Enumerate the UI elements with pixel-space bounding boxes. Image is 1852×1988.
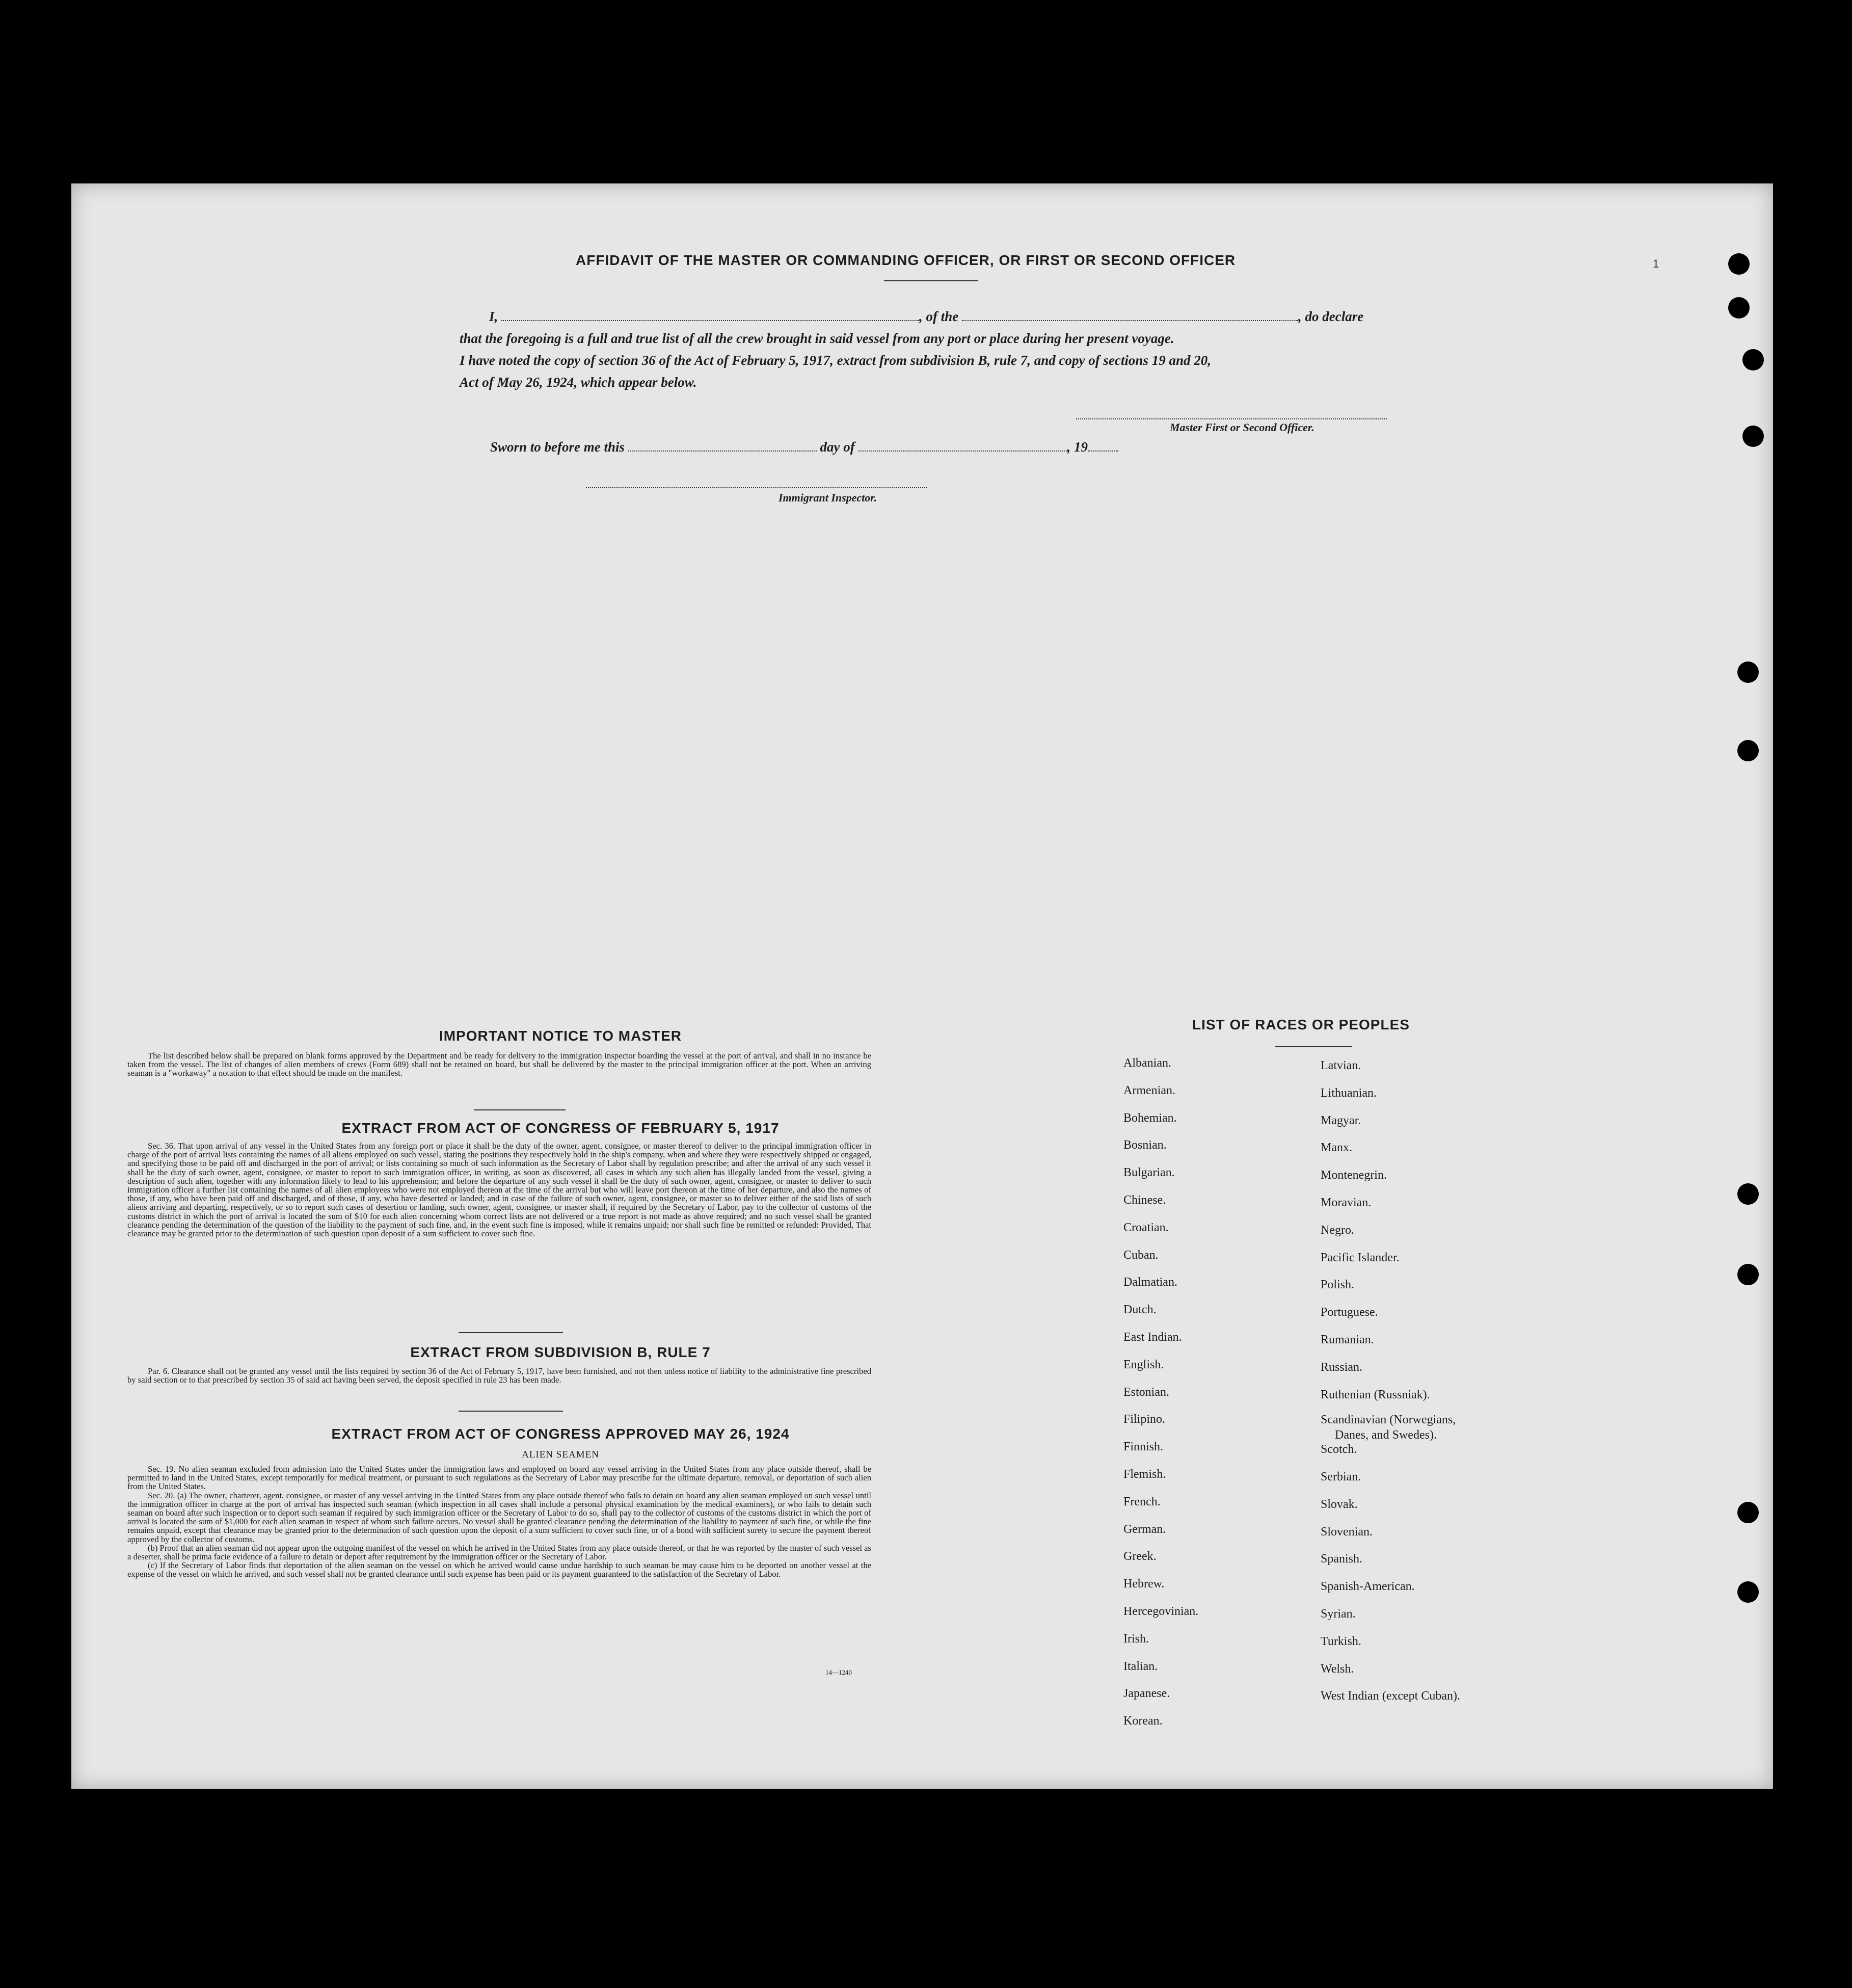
race-item: Scandinavian (Norwegians,	[1321, 1413, 1456, 1427]
race-item: Chinese.	[1123, 1194, 1166, 1207]
act-1917-text	[127, 1142, 871, 1238]
race-item: Spanish.	[1321, 1552, 1363, 1566]
race-item: West Indian (except Cuban).	[1321, 1689, 1460, 1703]
race-item: Dalmatian.	[1123, 1276, 1177, 1289]
race-item: Bulgarian.	[1123, 1166, 1175, 1180]
race-item: Albanian.	[1123, 1056, 1171, 1070]
act-1924-text	[127, 1465, 871, 1579]
vessel-blank[interactable]	[962, 320, 1298, 321]
race-item: Croatian.	[1123, 1221, 1169, 1234]
year-prefix: , 19	[1067, 439, 1088, 455]
master-signature-label: Master First or Second Officer.	[1170, 421, 1314, 434]
race-item: Magyar.	[1321, 1114, 1361, 1127]
punch-hole	[1737, 1183, 1759, 1205]
race-item: Filipino.	[1123, 1413, 1166, 1426]
name-blank[interactable]	[501, 320, 919, 321]
race-item: Turkish.	[1321, 1634, 1361, 1648]
affidavit-line-3: I have noted the copy of section 36 of the Act of February 5, 1917, extract from subdivision B, rule 7, and copy of sections 19 and 20,	[460, 353, 1211, 368]
section-19-paragraph: Sec. 19. No alien seaman excluded from admission into the United States under the immigration laws and employed on board any vessel arriving in the United States from any place outside thereof, shall be permitted to land in the United States, except temporarily for medical treatment, or pursuant to such regulations as the Secretary of Labor may prescribe for the ultimate departure, removal, or deportation of such alien from the United States.	[127, 1464, 871, 1492]
race-item: Lithuanian.	[1321, 1086, 1377, 1100]
race-item: Irish.	[1123, 1632, 1149, 1646]
race-item: Armenian.	[1123, 1083, 1175, 1097]
rule-7-title: EXTRACT FROM SUBDIVISION B, RULE 7	[410, 1344, 711, 1360]
races-divider	[1275, 1046, 1352, 1047]
race-item: Manx.	[1321, 1141, 1352, 1155]
race-item: Montenegrin.	[1321, 1169, 1387, 1182]
act-1924-title: EXTRACT FROM ACT OF CONGRESS APPROVED MAY 26, 1924	[331, 1426, 790, 1442]
punch-hole	[1728, 253, 1750, 275]
race-item: Bohemian.	[1123, 1111, 1177, 1125]
race-item: Syrian.	[1321, 1607, 1356, 1621]
punch-hole	[1742, 349, 1764, 370]
act-1917-title: EXTRACT FROM ACT OF CONGRESS OF FEBRUARY 5, 1917	[341, 1120, 780, 1136]
of-the-text: , of the	[919, 309, 959, 324]
alien-seamen-subtitle: ALIEN SEAMEN	[522, 1449, 599, 1460]
section-20b-paragraph: (b) Proof that an alien seaman did not appear upon the outgoing manifest of the vessel on which he arrived in the United States from any place outside thereof, or that he was reported by the master of such vessel as a deserter, shall be prima facie evidence of a failure to detain or deport after requirement by the immigration officer or the Secretary of Labor.	[127, 1543, 871, 1562]
sworn-year-blank[interactable]	[1088, 450, 1118, 452]
race-item: Polish.	[1321, 1278, 1355, 1292]
race-item: Slovenian.	[1321, 1525, 1373, 1539]
punch-hole	[1737, 1581, 1759, 1603]
race-item: Estonian.	[1123, 1385, 1169, 1399]
race-item: Greek.	[1123, 1550, 1157, 1563]
sworn-day-blank[interactable]	[628, 450, 817, 452]
inspector-signature-label: Immigrant Inspector.	[779, 491, 877, 504]
race-item: Serbian.	[1321, 1470, 1361, 1483]
race-item: Flemish.	[1123, 1468, 1166, 1481]
race-item: Latvian.	[1321, 1059, 1361, 1072]
notice-title: IMPORTANT NOTICE TO MASTER	[439, 1028, 682, 1044]
affidavit-line-4: Act of May 26, 1924, which appear below.	[460, 375, 697, 390]
section-36-paragraph: Sec. 36. That upon arrival of any vessel in the United States from any foreign port or place it shall be the duty of the owner, agent, consignee, or master thereof to deliver to the principal immigration officer in charge of the port of arrival lists containing the names of all aliens employed on such vessel, stating the positions they respectively hold in the ship's company, when and where they were respectively shipped or engaged, and specifying those to be paid off and discharged in the port of arrival; or lists containing so much of such information as the Secretary of Labor shall by regulation prescribe; and after the arrival of any such vessel it shall be the duty of such owner, agent, consignee, or master to report to such immigration officer, in writing, as soon as discovered, all cases in which any such alien has illegally landed from the vessel, giving a description of such alien, together with any information likely to lead to his apprehension; and before the departure of any such vessel it shall be the duty of such owner, agent, consignee, or master to deliver to such immigration officer a further list containing the names of all alien employees who were not employed thereon at the time of the arrival but who will leave port thereon at the time of her departure, and also the names of those, if any, who have been paid off and discharged, and of those, if any, who have deserted or landed; and in case of the failure of such owner, agent, consignee, or master so to deliver either of the said lists of such aliens arriving and departing, respectively, or so to report such cases of desertion or landing, such owner, agent, consignee, or master shall, if required by the Secretary of Labor, pay to the collector of customs of the customs district in which the port of arrival is located the sum of $10 for each alien concerning whom correct lists are not delivered or a true report is not made as above required; and no such vessel shall be granted clearance pending the determination of the question of the liability to the payment of such fine, and, in the event such fine is imposed, while it remains unpaid; nor shall such fine be remitted or refunded: Provided, That clearance may be granted prior to the determination of such question upon deposit of a sum sufficient to cover such fine.	[127, 1141, 871, 1239]
punch-hole	[1737, 740, 1759, 761]
race-item: Moravian.	[1321, 1196, 1372, 1209]
race-item: Korean.	[1123, 1714, 1163, 1728]
race-item: Danes, and Swedes).	[1335, 1428, 1437, 1442]
race-item: Bosnian.	[1123, 1138, 1167, 1152]
punch-hole	[1728, 297, 1750, 319]
race-item: Finnish.	[1123, 1440, 1164, 1454]
sworn-line	[490, 439, 1118, 455]
punch-hole	[1737, 661, 1759, 683]
race-item: English.	[1123, 1358, 1164, 1371]
notice-divider	[474, 1109, 566, 1110]
section-20a-paragraph: Sec. 20. (a) The owner, charterer, agent, consignee, or master of any vessel arriving in the United States from any place outside thereof who fails to detain on board any alien seaman employed on such vessel until the immigration officer in charge at the port of arrival has inspected such seaman (which inspection in all cases shall include a personal physical examination by the medical examiners), or who fails to detain such seaman on board after such inspection or to deport such seaman if required by such immigration officer or the Secretary of Labor to do so, shall pay to the collector of customs of the customs district in which the port of arrival is located the sum of $1,000 for each alien seaman in respect of whom such failure occurs. No vessel shall be granted clearance pending the determination of the liability to payment of such fine, or while the fine remains unpaid, except that clearance may be granted prior to the determination of such question upon the deposit of a sum sufficient to cover such fine, or of a bond with sufficient surety to secure the payment thereof approved by the collector of customs.	[127, 1490, 871, 1544]
race-item: East Indian.	[1123, 1331, 1182, 1344]
sworn-prefix: Sworn to before me this	[490, 439, 625, 455]
race-item: Negro.	[1321, 1223, 1354, 1237]
par-6-paragraph: Par. 6. Clearance shall not be granted any vessel until the lists required by section 36 of the Act of February 5, 1917, have been furnished, and not then unless notice of liability to the administrative fine prescribed by said section or to that prescribed by section 35 of said act having been served, the deposit specified in rule 23 has been made.	[127, 1366, 871, 1385]
declarant-prefix: I,	[489, 309, 498, 324]
race-item: French.	[1123, 1495, 1161, 1508]
master-signature-line[interactable]	[1076, 418, 1387, 419]
races-title: LIST OF RACES OR PEOPLES	[1192, 1017, 1410, 1032]
race-item: Japanese.	[1123, 1687, 1170, 1701]
race-item: Slovak.	[1321, 1497, 1358, 1511]
affidavit-title: AFFIDAVIT OF THE MASTER OR COMMANDING OFFICER, OR FIRST OR SECOND OFFICER	[576, 252, 1236, 268]
do-declare-text: , do declare	[1298, 309, 1364, 324]
race-item: Ruthenian (Russniak).	[1321, 1388, 1430, 1401]
section-20c-paragraph: (c) If the Secretary of Labor finds that deportation of the alien seaman on the vessel on which he arrived would cause undue hardship to such seaman he may cause him to be deported on another vessel at the expense of the vessel on which he arrived, and such vessel shall not be granted clearance until such expense has been paid or its payment guaranteed to the satisfaction of the Secretary of Labor.	[127, 1560, 871, 1579]
rule-7-text	[127, 1367, 871, 1384]
title-divider	[884, 280, 978, 281]
punch-hole	[1737, 1264, 1759, 1285]
race-item: Rumanian.	[1321, 1333, 1374, 1346]
day-of-text: day of	[820, 439, 855, 455]
race-item: Hercegovinian.	[1123, 1605, 1199, 1618]
race-item: Hebrew.	[1123, 1577, 1165, 1591]
affidavit-line-2: that the foregoing is a full and true list of all the crew brought in said vessel from any port or place during her present voyage.	[460, 331, 1174, 346]
form-number: 14—1240	[825, 1668, 852, 1676]
sworn-month-blank[interactable]	[858, 450, 1067, 452]
race-item: Spanish-American.	[1321, 1580, 1415, 1594]
affidavit-line-1	[489, 309, 1363, 325]
rule-7-divider	[459, 1411, 563, 1412]
act-1917-divider	[459, 1332, 563, 1333]
inspector-signature-line[interactable]	[586, 487, 927, 488]
punch-hole	[1737, 1502, 1759, 1523]
race-item: Welsh.	[1321, 1662, 1354, 1676]
race-item: Scotch.	[1321, 1443, 1357, 1456]
punch-hole	[1742, 426, 1764, 447]
notice-text	[127, 1051, 871, 1078]
race-item: Portuguese.	[1321, 1306, 1378, 1319]
race-item: Russian.	[1321, 1360, 1363, 1374]
race-item: Pacific Islander.	[1321, 1251, 1400, 1264]
race-item: Dutch.	[1123, 1303, 1157, 1317]
notice-paragraph: The list described below shall be prepared on blank forms approved by the Department and be ready for delivery to the immigration inspector boarding the vessel at the port of arrival, and shall in no instance be taken from the vessel. The list of changes of alien members of crews (Form 689) shall not be retained on board, but shall be delivered by the master to the principal immigration officer at the port. When an arriving seaman is a "workaway" a notation to that effect should be made on the manifest.	[127, 1051, 871, 1078]
race-item: Cuban.	[1123, 1248, 1159, 1262]
race-item: German.	[1123, 1522, 1166, 1536]
race-item: Italian.	[1123, 1659, 1158, 1673]
page-mark: 1	[1653, 257, 1659, 270]
